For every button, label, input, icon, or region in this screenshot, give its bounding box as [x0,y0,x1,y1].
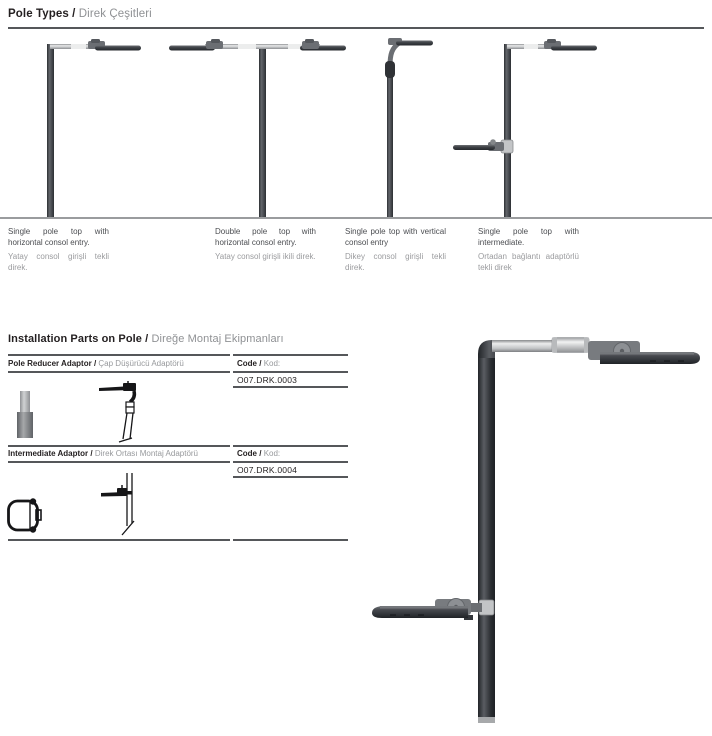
part-row-1-code-value: O07.DRK.0003 [237,375,298,385]
top-luminaire [588,341,700,364]
pole-caption-4 [478,227,579,273]
pole-types-heading-tr: Direk Çeşitleri [78,8,152,20]
part-row-2-code-value: O07.DRK.0004 [237,465,298,475]
part-row-2-code-label [237,449,280,458]
part-row-2-code-label-en: Code / [237,449,262,458]
table-line [233,461,348,463]
pole-types-heading-en: Pole Types / [8,8,76,20]
table-line [8,539,230,541]
part-row-1-name-tr: Çap Düşürücü Adaptörü [98,359,184,368]
pole-diagram-horizontal-double [169,39,346,217]
table-line [233,371,348,373]
table-line [233,445,348,447]
table-line [233,476,348,478]
pole-caption-3-en: Single pole top with vertical consol entry [345,227,446,247]
large-pole-illustration [360,328,705,728]
table-line [8,371,230,373]
table-line [8,354,230,356]
installation-parts-heading [8,333,284,345]
pole-diagrams-illustration [0,36,712,218]
table-line [8,461,230,463]
pole-caption-1-en: Single pole top with horizontal consol entry. [8,227,109,247]
reducer-sleeve-detail [552,338,589,353]
pole-caption-3 [345,227,446,273]
pole-top-line-drawing [97,381,149,443]
part-row-1-name-en: Pole Reducer Adaptor / [8,359,97,368]
part-row-2-code-label-tr: Kod: [263,449,281,458]
part-row-1-code-label [237,359,280,368]
pole-diagram-vertical-single [385,38,433,217]
heading-rule [8,27,704,29]
part-row-1-name [8,359,184,368]
pole-caption-4-tr: Ortadan bağlantı adaptörlü tekli direk [478,252,579,272]
intermediate-mount-line-drawing [97,471,149,539]
pole-types-heading [8,8,152,20]
part-row-1-code-label-en: Code / [237,359,262,368]
intermediate-luminaire [372,599,494,621]
pole-reducer-adaptor-image [14,391,36,439]
installation-parts-heading-tr: Direğe Montaj Ekipmanları [151,333,284,345]
part-row-1-code-label-tr: Kod: [263,359,281,368]
pole-diagram-horizontal-single [47,39,141,217]
table-line [233,386,348,388]
pole-caption-1 [8,227,109,273]
pole-caption-2-en: Double pole top with horizontal consol entry. [215,227,316,247]
pole-caption-2-tr: Yatay consol girişli ikili direk. [215,252,316,261]
part-row-2-name-en: Intermediate Adaptor / [8,449,93,458]
pole-caption-1-tr: Yatay consol girişli tekli direk. [8,252,109,272]
pole-caption-3-tr: Dikey consol girişli tekli direk. [345,252,446,272]
table-line [233,539,348,541]
ground-line [0,217,712,219]
part-row-2-name [8,449,198,458]
pole-caption-2 [215,227,316,263]
installation-parts-heading-en: Installation Parts on Pole / [8,333,149,345]
intermediate-adaptor-clamp-image [6,497,44,534]
table-line [233,354,348,356]
pole-diagram-intermediate-single [453,39,597,217]
pole-caption-4-en: Single pole top with intermediate. [478,227,579,247]
table-line [8,445,230,447]
part-row-2-name-tr: Direk Ortası Montaj Adaptörü [94,449,198,458]
